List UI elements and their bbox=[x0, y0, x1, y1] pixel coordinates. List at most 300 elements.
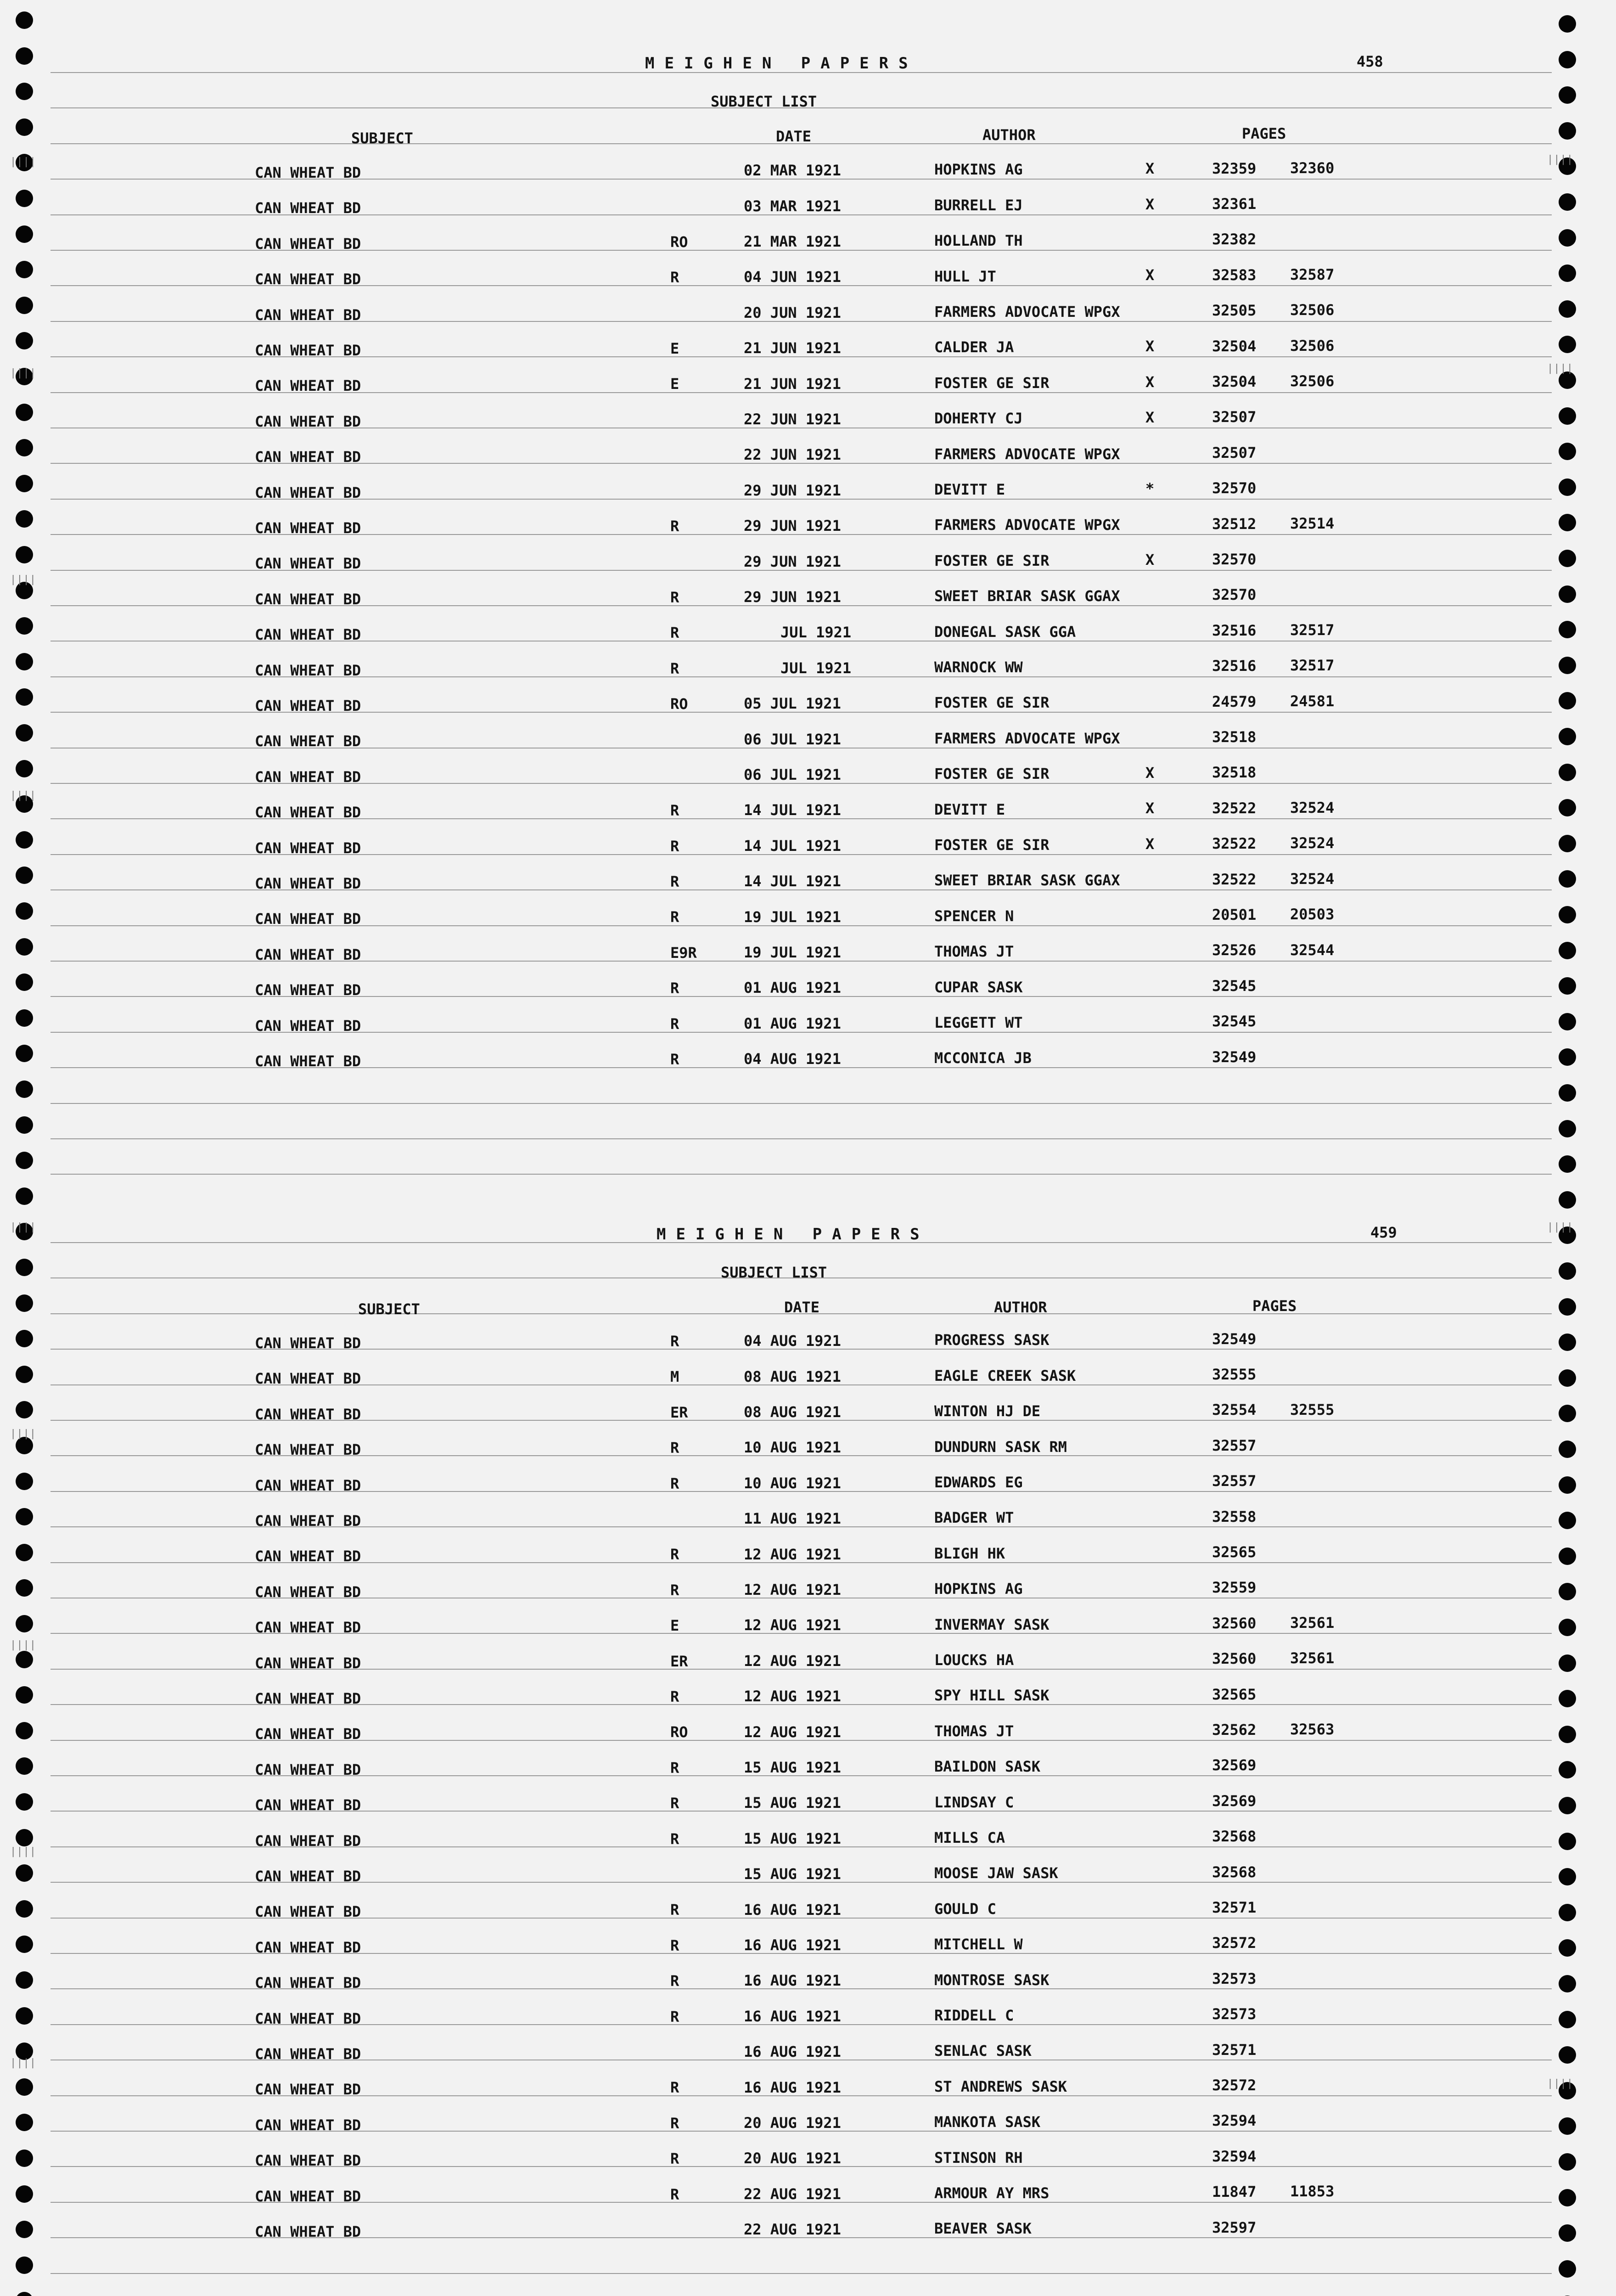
row-code: R bbox=[670, 269, 679, 287]
row-author: INVERMAY SASK bbox=[934, 1615, 1049, 1633]
row-author: ST ANDREWS SASK bbox=[934, 2077, 1067, 2095]
row-date: 05 JUL 1921 bbox=[744, 695, 841, 713]
row-subject: CAN WHEAT BD bbox=[255, 1725, 361, 1743]
row-subject: CAN WHEAT BD bbox=[255, 2187, 361, 2205]
row-date: 20 AUG 1921 bbox=[744, 2114, 841, 2132]
row-code: R bbox=[670, 872, 679, 890]
row-flag: X bbox=[1145, 195, 1155, 213]
column-author: AUTHOR bbox=[994, 1299, 1047, 1316]
row-author: CUPAR SASK bbox=[934, 978, 1023, 996]
ruled-line bbox=[50, 1103, 1552, 1104]
sprocket-hole bbox=[1559, 1262, 1576, 1280]
row-author: PROGRESS SASK bbox=[934, 1331, 1049, 1349]
row-author: DUNDURN SASK RM bbox=[934, 1438, 1067, 1456]
row-date: JUL 1921 bbox=[780, 624, 852, 642]
row-author: SWEET BRIAR SASK GGAX bbox=[934, 872, 1120, 889]
row-page-start: 32570 bbox=[1212, 551, 1257, 568]
sprocket-hole bbox=[1559, 15, 1576, 33]
row-page-start: 32361 bbox=[1212, 195, 1257, 213]
row-page-start: 32557 bbox=[1212, 1472, 1257, 1490]
row-date: 16 AUG 1921 bbox=[744, 1901, 841, 1919]
row-date: 20 AUG 1921 bbox=[744, 2150, 841, 2167]
tick-mark: |||| bbox=[10, 367, 36, 379]
row-page-start: 32526 bbox=[1212, 941, 1257, 959]
row-subject: CAN WHEAT BD bbox=[255, 875, 361, 892]
row-code: ER bbox=[670, 1652, 688, 1670]
row-date: 10 AUG 1921 bbox=[744, 1439, 841, 1457]
row-subject: CAN WHEAT BD bbox=[255, 1832, 361, 1850]
row-author: CALDER JA bbox=[934, 338, 1014, 356]
row-page-start: 32571 bbox=[1212, 1899, 1257, 1917]
table-row bbox=[0, 266, 1616, 289]
row-subject: CAN WHEAT BD bbox=[255, 1938, 361, 1956]
row-date: 15 AUG 1921 bbox=[744, 1794, 841, 1812]
row-author: DONEGAL SASK GGA bbox=[934, 623, 1076, 641]
row-date: 16 AUG 1921 bbox=[744, 1972, 841, 1990]
sprocket-hole bbox=[1559, 1191, 1576, 1209]
row-author: MITCHELL W bbox=[934, 1936, 1023, 1953]
row-date: 06 JUL 1921 bbox=[744, 730, 841, 748]
row-author: MONTROSE SASK bbox=[934, 1971, 1049, 1989]
row-date: 15 AUG 1921 bbox=[744, 1829, 841, 1847]
row-date: 14 JUL 1921 bbox=[744, 872, 841, 890]
row-subject: CAN WHEAT BD bbox=[255, 377, 361, 395]
table-row bbox=[0, 799, 1616, 822]
row-page-start: 32359 bbox=[1212, 159, 1257, 177]
row-code: R bbox=[670, 2079, 679, 2097]
sprocket-hole bbox=[16, 1080, 33, 1098]
row-code: R bbox=[670, 2185, 679, 2203]
row-subject: CAN WHEAT BD bbox=[255, 1654, 361, 1672]
row-subject: CAN WHEAT BD bbox=[255, 945, 361, 963]
row-subject: CAN WHEAT BD bbox=[255, 1405, 361, 1423]
row-page-end: 32506 bbox=[1290, 337, 1335, 355]
row-page-end: 32544 bbox=[1290, 941, 1335, 959]
table-row bbox=[0, 834, 1616, 858]
row-date: 08 AUG 1921 bbox=[744, 1403, 841, 1421]
row-subject: CAN WHEAT BD bbox=[255, 626, 361, 644]
row-date: 29 JUN 1921 bbox=[744, 588, 841, 606]
row-code: R bbox=[670, 1901, 679, 1919]
table-row bbox=[0, 444, 1616, 467]
row-subject: CAN WHEAT BD bbox=[255, 661, 361, 679]
row-author: ARMOUR AY MRS bbox=[934, 2184, 1049, 2202]
table-row bbox=[0, 1649, 1616, 1673]
row-author: BLIGH HK bbox=[934, 1544, 1005, 1562]
row-subject: CAN WHEAT BD bbox=[255, 1334, 361, 1352]
row-author: THOMAS JT bbox=[934, 1722, 1014, 1740]
sprocket-hole bbox=[16, 1116, 33, 1134]
sprocket-hole bbox=[16, 83, 33, 100]
row-page-start: 32570 bbox=[1212, 479, 1257, 497]
row-author: EDWARDS EG bbox=[934, 1473, 1023, 1491]
table-row bbox=[0, 1472, 1616, 1495]
table-row bbox=[0, 977, 1616, 1000]
table-row bbox=[0, 1366, 1616, 1388]
row-page-start: 32557 bbox=[1212, 1436, 1257, 1454]
row-page-end: 32561 bbox=[1290, 1614, 1335, 1632]
row-author: FOSTER GE SIR bbox=[934, 694, 1049, 712]
row-page-start: 32555 bbox=[1212, 1366, 1257, 1384]
row-page-end: 32563 bbox=[1290, 1721, 1335, 1739]
row-code: R bbox=[670, 2150, 679, 2168]
sprocket-hole bbox=[1559, 86, 1576, 104]
row-subject: CAN WHEAT BD bbox=[255, 2116, 361, 2134]
row-code: R bbox=[670, 517, 679, 535]
table-row bbox=[0, 301, 1616, 325]
table-row bbox=[0, 1048, 1616, 1071]
row-page-start: 32518 bbox=[1212, 728, 1257, 746]
table-row bbox=[0, 2218, 1616, 2241]
row-code: R bbox=[670, 802, 679, 820]
row-date: 20 JUN 1921 bbox=[744, 304, 841, 321]
row-author: MILLS CA bbox=[934, 1829, 1005, 1846]
row-date: 02 MAR 1921 bbox=[744, 162, 841, 180]
row-subject: CAN WHEAT BD bbox=[255, 306, 361, 324]
tick-mark: |||| bbox=[10, 1428, 36, 1440]
row-page-start: 32516 bbox=[1212, 621, 1257, 639]
row-page-end: 24581 bbox=[1290, 692, 1335, 710]
row-code: R bbox=[670, 1015, 679, 1033]
row-page-end: 20503 bbox=[1290, 906, 1335, 923]
row-code: R bbox=[670, 1936, 679, 1954]
column-date: DATE bbox=[784, 1299, 820, 1316]
table-row bbox=[0, 551, 1616, 573]
table-row bbox=[0, 231, 1616, 253]
tick-mark: |||| bbox=[10, 574, 36, 585]
page-number: 459 bbox=[1370, 1224, 1397, 1241]
row-page-start: 32554 bbox=[1212, 1401, 1257, 1419]
column-subject: SUBJECT bbox=[358, 1300, 420, 1318]
row-page-end: 32517 bbox=[1290, 621, 1335, 639]
row-code: R bbox=[670, 1830, 679, 1848]
table-row bbox=[0, 1863, 1616, 1886]
sprocket-hole bbox=[16, 1259, 33, 1276]
table-row bbox=[0, 728, 1616, 751]
column-pages: PAGES bbox=[1242, 125, 1286, 142]
row-date: 04 AUG 1921 bbox=[744, 1050, 841, 1068]
row-page-start: 32594 bbox=[1212, 2112, 1257, 2130]
row-subject: CAN WHEAT BD bbox=[255, 1052, 361, 1070]
row-date: 16 AUG 1921 bbox=[744, 2043, 841, 2061]
sprocket-hole bbox=[16, 11, 33, 29]
row-subject: CAN WHEAT BD bbox=[255, 1868, 361, 1885]
row-author: SENLAC SASK bbox=[934, 2042, 1032, 2060]
row-page-start: 32572 bbox=[1212, 1934, 1257, 1952]
subject-list-heading: SUBJECT LIST bbox=[721, 1264, 827, 1281]
row-page-start: 32512 bbox=[1212, 515, 1257, 533]
row-page-start: 32504 bbox=[1212, 337, 1257, 355]
row-author: FOSTER GE SIR bbox=[934, 765, 1049, 783]
sprocket-hole bbox=[1559, 1155, 1576, 1173]
row-page-start: 32569 bbox=[1212, 1792, 1257, 1810]
row-flag: X bbox=[1145, 338, 1155, 355]
row-code: RO bbox=[670, 233, 688, 251]
row-author: FARMERS ADVOCATE WPGX bbox=[934, 445, 1120, 463]
row-author: FARMERS ADVOCATE WPGX bbox=[934, 516, 1120, 534]
row-date: JUL 1921 bbox=[780, 659, 852, 677]
row-code: ER bbox=[670, 1403, 688, 1421]
row-author: HOLLAND TH bbox=[934, 232, 1023, 250]
row-date: 15 AUG 1921 bbox=[744, 1759, 841, 1777]
tick-mark: |||| bbox=[10, 790, 36, 801]
column-date: DATE bbox=[776, 128, 812, 145]
row-subject: CAN WHEAT BD bbox=[255, 1441, 361, 1459]
row-author: LOUCKS HA bbox=[934, 1651, 1014, 1669]
row-author: SWEET BRIAR SASK GGAX bbox=[934, 587, 1120, 605]
row-flag: X bbox=[1145, 160, 1155, 178]
sprocket-hole bbox=[1559, 122, 1576, 140]
row-code: E bbox=[670, 375, 679, 393]
table-row bbox=[0, 195, 1616, 218]
row-code: E bbox=[670, 1617, 679, 1635]
row-date: 08 AUG 1921 bbox=[744, 1367, 841, 1385]
row-date: 03 MAR 1921 bbox=[744, 197, 841, 215]
table-row bbox=[0, 2112, 1616, 2135]
table-row bbox=[0, 514, 1616, 538]
row-subject: CAN WHEAT BD bbox=[255, 732, 361, 750]
sprocket-hole bbox=[1559, 51, 1576, 68]
row-page-start: 32568 bbox=[1212, 1863, 1257, 1881]
row-page-end: 32524 bbox=[1290, 834, 1335, 852]
row-page-start: 32545 bbox=[1212, 977, 1257, 995]
ruled-line bbox=[50, 1174, 1552, 1175]
row-page-start: 32573 bbox=[1212, 1970, 1257, 1987]
row-code: RO bbox=[670, 695, 688, 713]
row-date: 12 AUG 1921 bbox=[744, 1545, 841, 1563]
table-row bbox=[0, 906, 1616, 929]
row-author: STINSON RH bbox=[934, 2149, 1023, 2167]
row-code: E bbox=[670, 339, 679, 357]
row-page-start: 32560 bbox=[1212, 1614, 1257, 1632]
row-author: MOOSE JAW SASK bbox=[934, 1864, 1058, 1882]
row-author: HOPKINS AG bbox=[934, 1580, 1023, 1598]
row-code: R bbox=[670, 1759, 679, 1777]
row-date: 19 JUL 1921 bbox=[744, 908, 841, 926]
row-page-end: 11853 bbox=[1290, 2183, 1335, 2200]
sprocket-hole bbox=[16, 47, 33, 65]
row-page-start: 32583 bbox=[1212, 266, 1257, 284]
row-subject: CAN WHEAT BD bbox=[255, 235, 361, 253]
row-author: HULL JT bbox=[934, 267, 996, 285]
row-flag: X bbox=[1145, 551, 1155, 568]
row-date: 12 AUG 1921 bbox=[744, 1581, 841, 1599]
row-subject: CAN WHEAT BD bbox=[255, 555, 361, 573]
row-author: DEVITT E bbox=[934, 480, 1005, 498]
row-date: 29 JUN 1921 bbox=[744, 517, 841, 535]
tick-mark: |||| bbox=[10, 1846, 36, 1857]
row-author: DEVITT E bbox=[934, 800, 1005, 818]
row-date: 11 AUG 1921 bbox=[744, 1510, 841, 1528]
row-author: LINDSAY C bbox=[934, 1793, 1014, 1811]
sprocket-hole bbox=[1559, 1120, 1576, 1137]
row-subject: CAN WHEAT BD bbox=[255, 768, 361, 786]
row-page-start: 32559 bbox=[1212, 1579, 1257, 1597]
row-subject: CAN WHEAT BD bbox=[255, 804, 361, 822]
row-subject: CAN WHEAT BD bbox=[255, 412, 361, 430]
row-page-start: 11847 bbox=[1212, 2183, 1257, 2201]
row-date: 29 JUN 1921 bbox=[744, 552, 841, 570]
row-subject: CAN WHEAT BD bbox=[255, 164, 361, 181]
row-author: DOHERTY CJ bbox=[934, 410, 1023, 428]
table-row bbox=[0, 1013, 1616, 1035]
row-subject: CAN WHEAT BD bbox=[255, 484, 361, 501]
row-subject: CAN WHEAT BD bbox=[255, 519, 361, 537]
row-code: M bbox=[670, 1368, 679, 1386]
table-row bbox=[0, 1792, 1616, 1815]
row-page-start: 32562 bbox=[1212, 1721, 1257, 1739]
subject-list-heading: SUBJECT LIST bbox=[711, 93, 817, 110]
row-subject: CAN WHEAT BD bbox=[255, 1619, 361, 1637]
row-page-start: 32570 bbox=[1212, 586, 1257, 604]
row-flag: X bbox=[1145, 835, 1155, 853]
ruled-line bbox=[50, 1138, 1552, 1139]
row-date: 15 AUG 1921 bbox=[744, 1865, 841, 1883]
row-subject: CAN WHEAT BD bbox=[255, 199, 361, 217]
row-author: FARMERS ADVOCATE WPGX bbox=[934, 303, 1120, 321]
row-date: 21 JUN 1921 bbox=[744, 339, 841, 357]
row-code: R bbox=[670, 624, 679, 642]
sprocket-hole bbox=[16, 1187, 33, 1205]
table-row bbox=[0, 1330, 1616, 1353]
tick-mark: |||| bbox=[10, 1221, 36, 1233]
row-page-start: 32507 bbox=[1212, 444, 1257, 461]
row-date: 22 JUN 1921 bbox=[744, 411, 841, 428]
row-flag: X bbox=[1145, 266, 1155, 284]
row-code: RO bbox=[670, 1723, 688, 1741]
row-page-end: 32360 bbox=[1290, 159, 1335, 177]
row-page-end: 32555 bbox=[1290, 1401, 1335, 1418]
row-date: 16 AUG 1921 bbox=[744, 2078, 841, 2096]
table-row bbox=[0, 621, 1616, 644]
row-page-end: 32587 bbox=[1290, 266, 1335, 284]
table-row bbox=[0, 657, 1616, 680]
row-date: 12 AUG 1921 bbox=[744, 1723, 841, 1741]
row-date: 16 AUG 1921 bbox=[744, 2007, 841, 2025]
row-author: SPY HILL SASK bbox=[934, 1687, 1049, 1705]
row-author: EAGLE CREEK SASK bbox=[934, 1367, 1076, 1384]
row-author: WINTON HJ DE bbox=[934, 1402, 1041, 1420]
row-page-start: 32565 bbox=[1212, 1685, 1257, 1703]
row-code: R bbox=[670, 979, 679, 997]
table-row bbox=[0, 1828, 1616, 1851]
row-code: R bbox=[670, 1795, 679, 1812]
row-subject: CAN WHEAT BD bbox=[255, 1476, 361, 1494]
row-date: 12 AUG 1921 bbox=[744, 1688, 841, 1705]
row-subject: CAN WHEAT BD bbox=[255, 448, 361, 466]
tick-mark: |||| bbox=[10, 1639, 36, 1651]
page-title: MEIGHEN PAPERS bbox=[656, 1225, 930, 1244]
row-page-start: 20501 bbox=[1212, 906, 1257, 924]
row-author: MCCONICA JB bbox=[934, 1049, 1032, 1067]
table-row bbox=[0, 1579, 1616, 1602]
row-date: 22 JUN 1921 bbox=[744, 446, 841, 464]
row-page-end: 32517 bbox=[1290, 657, 1335, 675]
row-code: R bbox=[670, 1972, 679, 1990]
row-subject: CAN WHEAT BD bbox=[255, 697, 361, 715]
row-page-start: 32560 bbox=[1212, 1650, 1257, 1668]
row-subject: CAN WHEAT BD bbox=[255, 1017, 361, 1035]
column-author: AUTHOR bbox=[982, 126, 1036, 144]
table-row bbox=[0, 1721, 1616, 1744]
row-date: 21 JUN 1921 bbox=[744, 375, 841, 393]
row-subject: CAN WHEAT BD bbox=[255, 910, 361, 928]
row-subject: CAN WHEAT BD bbox=[255, 1583, 361, 1601]
row-date: 29 JUN 1921 bbox=[744, 481, 841, 499]
row-subject: CAN WHEAT BD bbox=[255, 342, 361, 359]
row-page-start: 32518 bbox=[1212, 764, 1257, 782]
row-author: FARMERS ADVOCATE WPGX bbox=[934, 729, 1120, 747]
row-code: E9R bbox=[670, 944, 697, 962]
tick-mark: |||| bbox=[10, 156, 36, 168]
row-page-start: 32505 bbox=[1212, 302, 1257, 320]
row-author: FOSTER GE SIR bbox=[934, 551, 1049, 569]
row-date: 19 JUL 1921 bbox=[744, 944, 841, 962]
row-date: 12 AUG 1921 bbox=[744, 1652, 841, 1670]
table-row bbox=[0, 1614, 1616, 1637]
table-row bbox=[0, 1685, 1616, 1708]
row-code: R bbox=[670, 2008, 679, 2026]
row-date: 14 JUL 1921 bbox=[744, 837, 841, 855]
table-row bbox=[0, 2005, 1616, 2028]
table-row bbox=[0, 2183, 1616, 2206]
table-row bbox=[0, 1970, 1616, 1992]
row-code: R bbox=[670, 588, 679, 606]
row-code: R bbox=[670, 1688, 679, 1705]
row-code: R bbox=[670, 1050, 679, 1068]
row-code: R bbox=[670, 1474, 679, 1492]
row-page-end: 32561 bbox=[1290, 1649, 1335, 1667]
row-date: 14 JUL 1921 bbox=[744, 801, 841, 819]
page-title: MEIGHEN PAPERS bbox=[645, 54, 918, 73]
row-date: 01 AUG 1921 bbox=[744, 1014, 841, 1032]
row-author: BAILDON SASK bbox=[934, 1758, 1041, 1776]
row-flag: X bbox=[1145, 409, 1155, 427]
row-subject: CAN WHEAT BD bbox=[255, 1690, 361, 1707]
column-subject: SUBJECT bbox=[351, 129, 413, 147]
row-subject: CAN WHEAT BD bbox=[255, 2045, 361, 2063]
row-date: 22 AUG 1921 bbox=[744, 2185, 841, 2203]
row-page-start: 32572 bbox=[1212, 2077, 1257, 2094]
row-page-start: 24579 bbox=[1212, 692, 1257, 710]
row-page-start: 32504 bbox=[1212, 373, 1257, 391]
row-author: FOSTER GE SIR bbox=[934, 836, 1049, 854]
row-subject: CAN WHEAT BD bbox=[255, 270, 361, 288]
table-row bbox=[0, 1508, 1616, 1531]
row-code: R bbox=[670, 837, 679, 855]
row-page-start: 32382 bbox=[1212, 231, 1257, 248]
row-page-start: 32597 bbox=[1212, 2218, 1257, 2236]
table-row bbox=[0, 408, 1616, 431]
table-row bbox=[0, 1934, 1616, 1957]
row-page-start: 32549 bbox=[1212, 1048, 1257, 1066]
sprocket-hole bbox=[1559, 1298, 1576, 1316]
table-row bbox=[0, 2147, 1616, 2170]
row-author: BURRELL EJ bbox=[934, 196, 1023, 214]
table-row bbox=[0, 1436, 1616, 1459]
row-page-start: 32507 bbox=[1212, 408, 1257, 426]
row-author: HOPKINS AG bbox=[934, 161, 1023, 179]
row-subject: CAN WHEAT BD bbox=[255, 2081, 361, 2099]
row-page-end: 32506 bbox=[1290, 301, 1335, 319]
sprocket-hole bbox=[16, 118, 33, 136]
row-date: 06 JUL 1921 bbox=[744, 766, 841, 784]
table-row bbox=[0, 764, 1616, 787]
row-code: R bbox=[670, 1581, 679, 1599]
sprocket-hole bbox=[16, 2292, 33, 2296]
page-number: 458 bbox=[1357, 53, 1383, 70]
table-row bbox=[0, 941, 1616, 964]
